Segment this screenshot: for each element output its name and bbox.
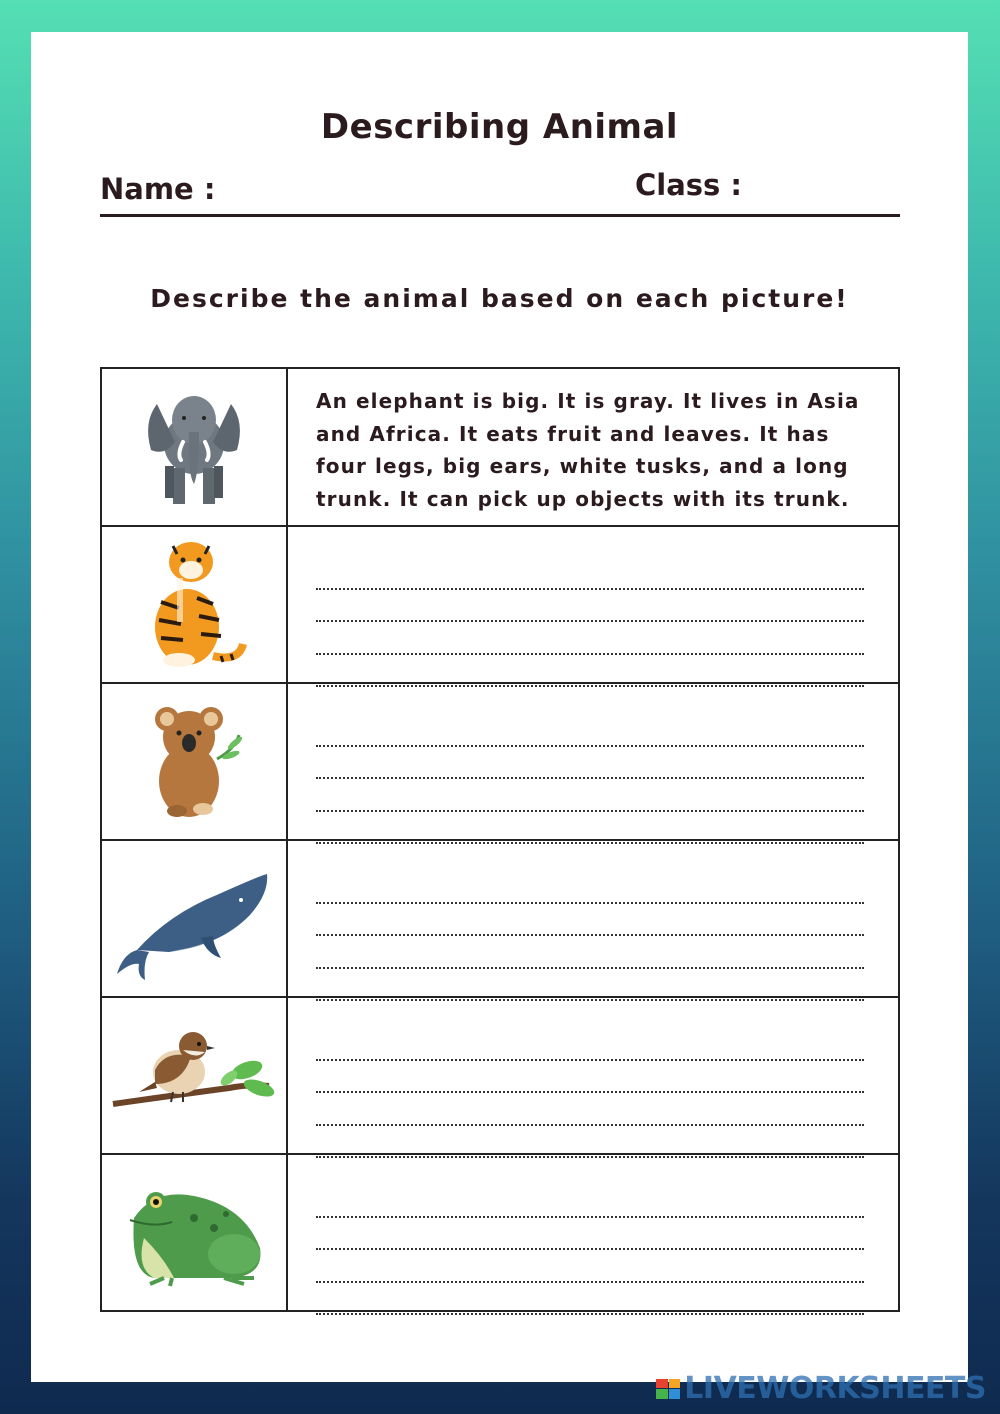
description-cell (288, 369, 898, 525)
elephant-description: An elephant is big. It is gray. It lives in Asia and Africa. It eats fruit and leaves. It has four legs, big ears, white tusks, and a long trunk. It can pick up objects with its trunk. (316, 389, 860, 511)
brand-text: LIVEWORKSHEETS (684, 1371, 986, 1406)
dotted-writing-line[interactable] (316, 779, 864, 812)
dotted-writing-line[interactable] (316, 557, 864, 590)
table-row (102, 369, 898, 525)
tiger-icon (139, 532, 249, 677)
page-title: Describing Animal (320, 107, 679, 147)
liveworksheets-logo-icon (656, 1379, 680, 1399)
picture-cell (102, 998, 288, 1153)
name-label: Name : (100, 172, 216, 206)
dotted-writing-line[interactable] (316, 969, 864, 1002)
table-row (102, 682, 898, 839)
dotted-writing-line[interactable] (316, 655, 864, 688)
picture-cell (102, 684, 288, 839)
table-row (102, 839, 898, 996)
dotted-writing-line[interactable] (316, 747, 864, 780)
dotted-writing-line[interactable] (316, 622, 864, 655)
dotted-writing-line[interactable] (316, 1093, 864, 1126)
dotted-writing-line[interactable] (316, 812, 864, 845)
dotted-writing-line[interactable] (316, 1185, 864, 1218)
class-label: Class : (635, 168, 743, 202)
table-row (102, 996, 898, 1153)
koala-icon (139, 699, 249, 824)
writing-cell[interactable] (288, 998, 898, 1153)
whale-icon (109, 854, 279, 984)
writing-cell[interactable] (288, 1155, 898, 1310)
dotted-writing-line[interactable] (316, 590, 864, 623)
dotted-writing-line[interactable] (316, 1283, 864, 1316)
liveworksheets-watermark (656, 1371, 986, 1406)
picture-cell (102, 369, 288, 525)
table-row (102, 525, 898, 682)
dotted-writing-line[interactable] (316, 1218, 864, 1251)
picture-cell (102, 841, 288, 996)
instruction-text: Describe the animal based on each picture! (150, 284, 849, 313)
picture-cell (102, 527, 288, 682)
dotted-writing-line[interactable] (316, 871, 864, 904)
writing-cell[interactable] (288, 527, 898, 682)
writing-cell[interactable] (288, 684, 898, 839)
dotted-writing-line[interactable] (316, 1028, 864, 1061)
dotted-writing-line[interactable] (316, 1250, 864, 1283)
table-row (102, 1153, 898, 1310)
frog-icon (114, 1178, 274, 1288)
dotted-writing-line[interactable] (316, 936, 864, 969)
picture-cell (102, 1155, 288, 1310)
worksheet-page (31, 32, 968, 1382)
sparrow-icon (109, 1026, 279, 1126)
writing-cell[interactable] (288, 841, 898, 996)
dotted-writing-line[interactable] (316, 1061, 864, 1094)
elephant-icon (139, 382, 249, 512)
dotted-writing-line[interactable] (316, 1126, 864, 1159)
dotted-writing-line[interactable] (316, 714, 864, 747)
animal-table (100, 367, 900, 1312)
dotted-writing-line[interactable] (316, 904, 864, 937)
name-class-line (100, 214, 900, 217)
